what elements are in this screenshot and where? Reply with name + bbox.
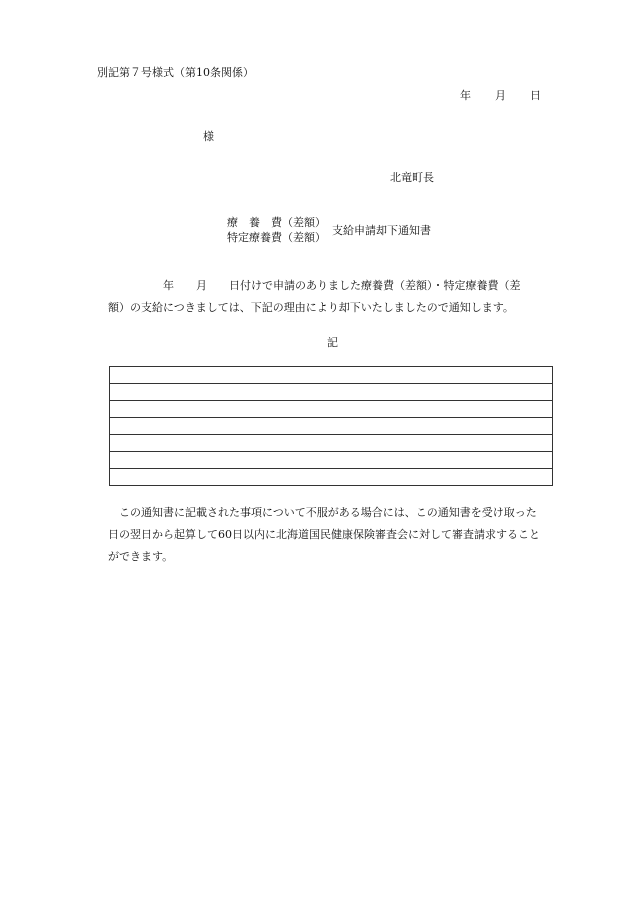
- date-month-label: 月: [495, 89, 506, 102]
- date-line: [460, 90, 541, 101]
- body-line-1: 年 月 日付けで申請のありました療養費（差額）・特定療養費（差: [108, 279, 521, 292]
- reason-table: [109, 366, 553, 486]
- body-line-2: 額）の支給につきましては、下記の理由により却下いたしましたので通知します。: [108, 301, 514, 314]
- table-row: [110, 469, 553, 486]
- date-day-label: 日: [530, 89, 541, 102]
- title-main: 支給申請却下通知書: [332, 224, 431, 237]
- table-row: [110, 384, 553, 401]
- reason-table-body: [110, 367, 553, 486]
- title-line-1: 療 養 費（差額）: [227, 216, 326, 229]
- ki-heading: 記: [327, 336, 338, 349]
- table-row: [110, 418, 553, 435]
- reason-cell[interactable]: [110, 435, 553, 452]
- reason-cell[interactable]: [110, 452, 553, 469]
- form-label: 別記第７号様式（第10条関係）: [97, 66, 254, 79]
- appeal-notice: [108, 502, 568, 568]
- addressee-suffix: 様: [203, 130, 214, 143]
- notice-line-1: この通知書に記載された事項について不服がある場合には、この通知書を受け取った: [108, 506, 537, 519]
- title-subjects: [227, 215, 326, 245]
- reason-cell[interactable]: [110, 401, 553, 418]
- notice-line-3: ができます。: [108, 550, 174, 563]
- reason-cell[interactable]: [110, 367, 553, 384]
- notice-line-2: 日の翌日から起算して60日以内に北海道国民健康保険審査会に対して審査請求すること: [108, 528, 540, 541]
- table-row: [110, 401, 553, 418]
- issuer-name: 北竜町長: [390, 171, 434, 184]
- table-row: [110, 435, 553, 452]
- reason-cell[interactable]: [110, 469, 553, 486]
- reason-cell[interactable]: [110, 384, 553, 401]
- title-line-2: 特定療養費（差額）: [227, 231, 326, 244]
- body-paragraph: [108, 275, 566, 319]
- table-row: [110, 452, 553, 469]
- document-title: [227, 215, 431, 245]
- reason-cell[interactable]: [110, 418, 553, 435]
- date-year-label: 年: [460, 89, 471, 102]
- table-row: [110, 367, 553, 384]
